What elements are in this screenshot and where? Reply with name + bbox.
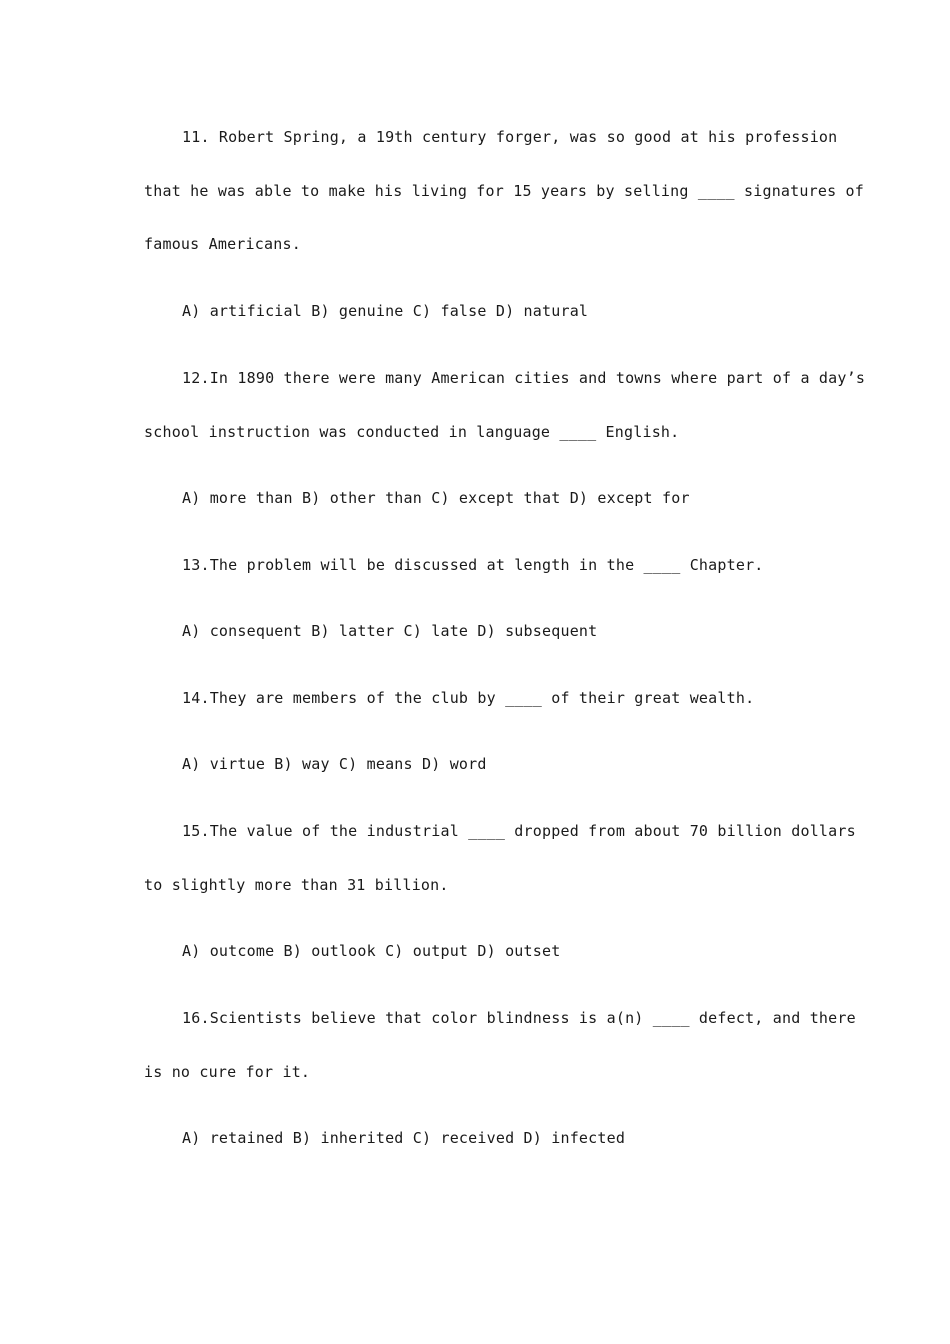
question-14-stem-line-1: 14.They are members of the club by ____ of their great wealth.: [182, 689, 755, 707]
question-11-stem-line-3: famous Americans.: [144, 235, 301, 253]
question-13-stem-line-1: 13.The problem will be discussed at length in the ____ Chapter.: [182, 556, 764, 574]
question-11-stem-line-2: that he was able to make his living for 15 years by selling ____ signatures of: [144, 182, 864, 200]
question-15-stem-line-1: 15.The value of the industrial ____ dropped from about 70 billion dollars: [182, 822, 856, 840]
question-12-options: A) more than B) other than C) except that D) except for: [182, 489, 690, 507]
question-13-options: A) consequent B) latter C) late D) subsequent: [182, 622, 598, 640]
question-16-stem-line-2: is no cure for it.: [144, 1063, 311, 1081]
question-15-stem-line-2: to slightly more than 31 billion.: [144, 876, 449, 894]
question-11-stem-line-1: 11. Robert Spring, a 19th century forger, was so good at his profession: [182, 128, 838, 146]
question-12-stem-line-2: school instruction was conducted in language ____ English.: [144, 423, 680, 441]
question-14-options: A) virtue B) way C) means D) word: [182, 755, 487, 773]
question-11-options: A) artificial B) genuine C) false D) natural: [182, 302, 589, 320]
question-12-stem-line-1: 12.In 1890 there were many American cities and towns where part of a day’s: [182, 369, 866, 387]
question-16-options: A) retained B) inherited C) received D) infected: [182, 1129, 626, 1147]
question-15-options: A) outcome B) outlook C) output D) outset: [182, 942, 561, 960]
question-16-stem-line-1: 16.Scientists believe that color blindness is a(n) ____ defect, and there: [182, 1009, 856, 1027]
